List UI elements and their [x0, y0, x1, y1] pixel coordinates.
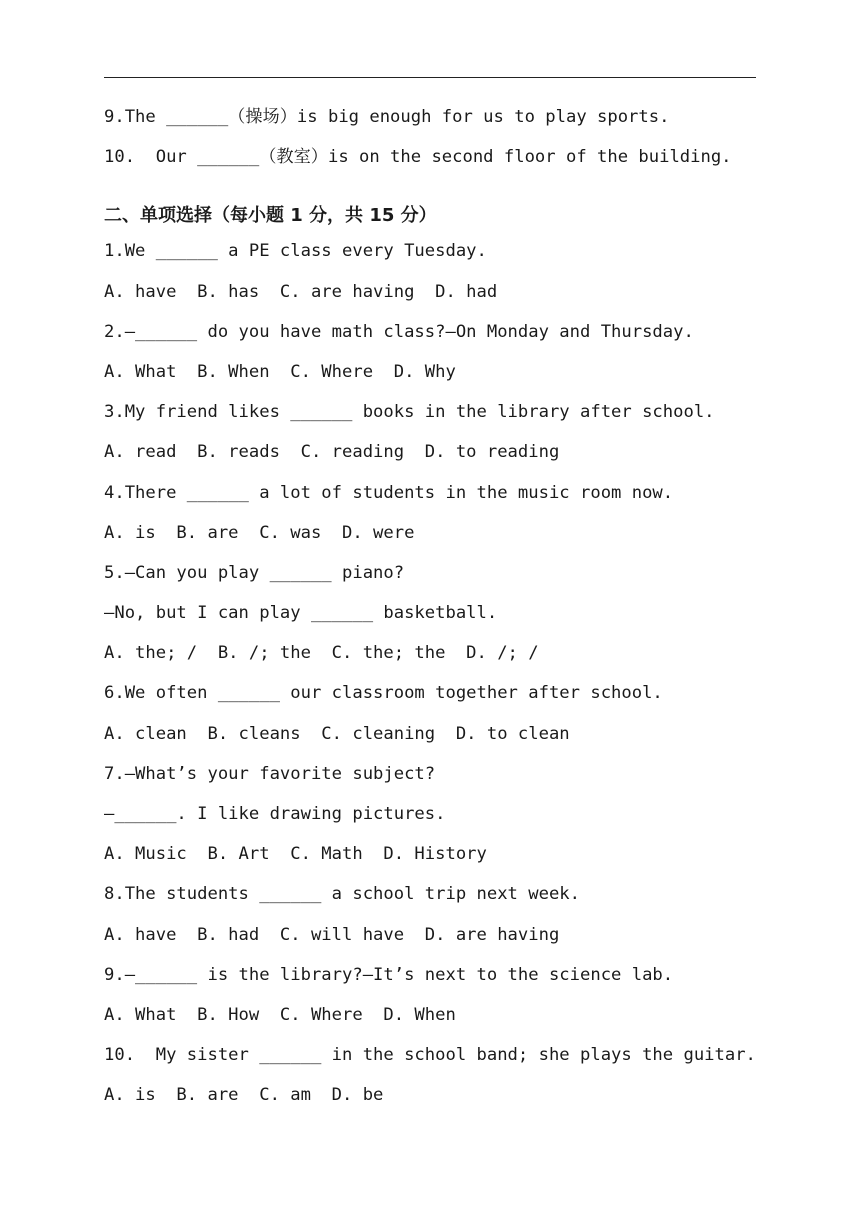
- options-line: A. What B. How C. Where D. When: [104, 1004, 456, 1025]
- options-line: A. read B. reads C. reading D. to reading: [104, 442, 560, 463]
- question-line: 1.We ______ a PE class every Tuesday.: [104, 241, 487, 262]
- options-line: A. Music B. Art C. Math D. History: [104, 844, 487, 865]
- question-line: 9.—______ is the library?—It’s next to the science lab.: [104, 964, 674, 985]
- options-line: A. is B. are C. am D. be: [104, 1085, 384, 1106]
- question-line: 9.The ______（操场）is big enough for us to play sports.: [104, 107, 670, 127]
- question-line: 10. Our ______（教室）is on the second floor of the building.: [104, 147, 732, 168]
- section-heading: 二、单项选择（每小题 1 分，共 15 分）: [104, 205, 437, 227]
- options-line: A. clean B. cleans C. cleaning D. to clean: [104, 723, 570, 744]
- document-body: [104, 102, 756, 1121]
- top-divider: [104, 77, 756, 78]
- question-line: 8.The students ______ a school trip next week.: [104, 884, 580, 905]
- options-line: A. What B. When C. Where D. Why: [104, 361, 456, 382]
- options-line: A. have B. has C. are having D. had: [104, 281, 498, 302]
- question-line: 10. My sister ______ in the school band; she plays the guitar.: [104, 1045, 756, 1066]
- question-line: —No, but I can play ______ basketball.: [104, 603, 498, 624]
- question-line: 5.—Can you play ______ piano?: [104, 562, 405, 583]
- question-line: 3.My friend likes ______ books in the library after school.: [104, 402, 715, 423]
- question-line: —______. I like drawing pictures.: [104, 804, 446, 824]
- options-line: A. is B. are C. was D. were: [104, 522, 415, 543]
- question-line: 7.—What’s your favorite subject?: [104, 763, 436, 784]
- question-line: 6.We often ______ our classroom together after school.: [104, 683, 663, 704]
- options-line: A. the; / B. /; the C. the; the D. /; /: [104, 643, 539, 664]
- options-line: A. have B. had C. will have D. are having: [104, 924, 560, 945]
- question-line: 4.There ______ a lot of students in the music room now.: [104, 482, 674, 503]
- question-line: 2.—______ do you have math class?—On Monday and Thursday.: [104, 321, 694, 342]
